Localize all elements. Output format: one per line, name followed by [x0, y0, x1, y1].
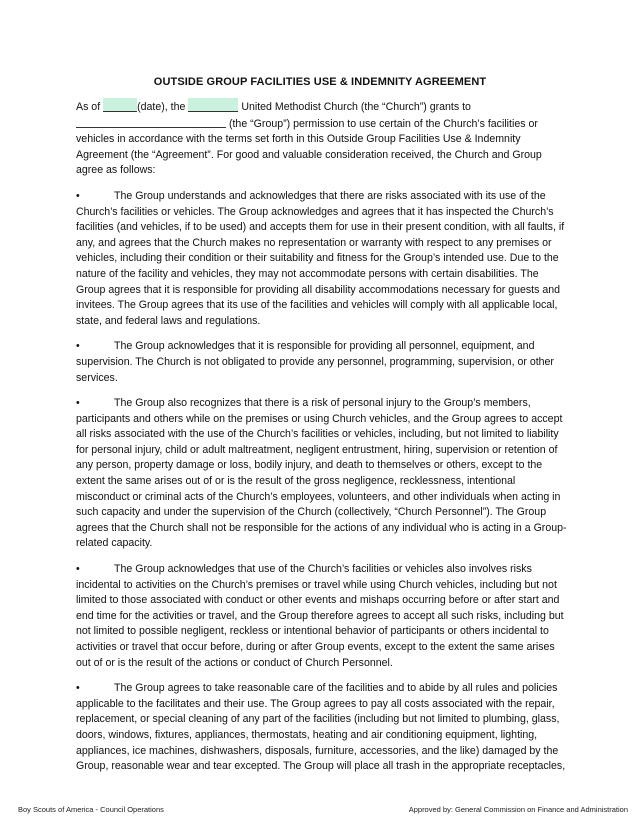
church-name-field[interactable]: [188, 98, 238, 112]
paragraph-text: The Group agrees to take reasonable care of the facilities and to abide by all rules and policies applicable to the facilitates and their use. The Group agrees to pay all costs associated with the repair, replacement, or special cleaning of any part of the facilities (including but not limited to plumbing, glass, doors, windows, fixtures, appliances, thermostats, heating and air conditioning equipment, lighting, appliances, ice machines, dishwashers, disposals, furniture, accessories, and the like) damaged by the Group, reasonable wear and tear excepted. The Group will place all trash in the appropriate receptacles,: [76, 682, 566, 773]
bullet-symbol: •: [76, 682, 80, 695]
paragraph-5: [76, 681, 568, 775]
paragraph-3: [76, 396, 568, 552]
footer-right: Approved by: General Commission on Finance and Administration: [408, 805, 628, 814]
paragraph-4: [76, 562, 568, 671]
group-name-blank: [76, 116, 226, 128]
intro-church-suffix: United Methodist Church (the “Church”) grants to: [241, 101, 471, 113]
paragraph-text: The Group also recognizes that there is a risk of personal injury to the Group’s members, participants and others while on the premises or using Church vehicles, and the Group agrees to accept all risks associated with the use of the Church’s facilities or vehicles, including, but not limited to liability for personal injury, child or adult maltreatment, negligent entrustment, hiring, supervision or retention of any person, property damage or loss, bodily injury, and death to themselves or others, except to the extent the same arises out of or is the result of the gross negligence, recklessness, intentional misconduct or criminal acts of the Church’s employees, volunteers, and other individuals when acting in such capacity and under the supervision of the Church (collectively, “Church Personnel”). The Group agrees that the Church shall not be responsible for the actions of any individual who is acting in a Group-related capacity.: [76, 397, 567, 550]
document-title: OUTSIDE GROUP FACILITIES USE & INDEMNITY AGREEMENT: [153, 76, 487, 88]
bullet-symbol: •: [76, 189, 80, 202]
bullet-symbol: •: [76, 340, 80, 353]
document-body: [76, 98, 568, 785]
paragraph-text: The Group understands and acknowledges that there are risks associated with its use of the Church’s facilities or vehicles. The Group acknowledges and agrees that it has inspected the Church’s facilities (and vehicles, if to be used) and accepts them for use in their present condition, with all faults, if any, and agrees that the Church makes no representation or warranty with respect to any premises or vehicles, including their condition or their suitability and fitness for the Group’s intended use. Due to the nature of the facility and vehicles, they may not accommodate persons with certain disabilities. The Group agrees that it is responsible for providing all disability accommodations necessary for guests and invitees. The Group agrees that its use of the facilities and vehicles will comply with all applicable local, state, and federal laws and regulations.: [76, 189, 565, 327]
intro-date-suffix: (date), the: [137, 101, 186, 113]
intro-as-of: As of: [76, 101, 101, 113]
intro-paragraph: [76, 98, 568, 179]
paragraph-2: [76, 339, 568, 386]
date-field[interactable]: [103, 98, 137, 112]
bullet-symbol: •: [76, 563, 80, 576]
footer-left: Boy Scouts of America - Council Operations: [18, 805, 164, 814]
paragraph-1: [76, 189, 568, 329]
intro-rest: (the “Group”) permission to use certain of the Church’s facilities or vehicles in accordance with the terms set forth in this Outside Group Facilities Use & Indemnity Agreement (the “Agreement”. For good and valuable consideration received, the Church and Group agree as follows:: [76, 117, 542, 177]
paragraph-text: The Group acknowledges that use of the Church’s facilities or vehicles also involves risks incidental to activities on the Church’s premises or travel while using Church vehicles, including but not limited to those associated with conduct or other events and mishaps occurring before or after start and end time for the activities or travel, and the Group therefore agrees to accept all such risks, including but not limited to possible negligent, reckless or intentional behavior of participants or others incidental to activities or travel that occur before, during or after Group events, except to the extent the same arises out of or is the result of the actions or conduct of Church Personnel.: [76, 563, 564, 669]
paragraph-text: The Group acknowledges that it is responsible for providing all personnel, equipment, and supervision. The Church is not obligated to provide any personnel, programming, supervision, or other services.: [76, 340, 554, 384]
bullet-symbol: •: [76, 397, 80, 410]
